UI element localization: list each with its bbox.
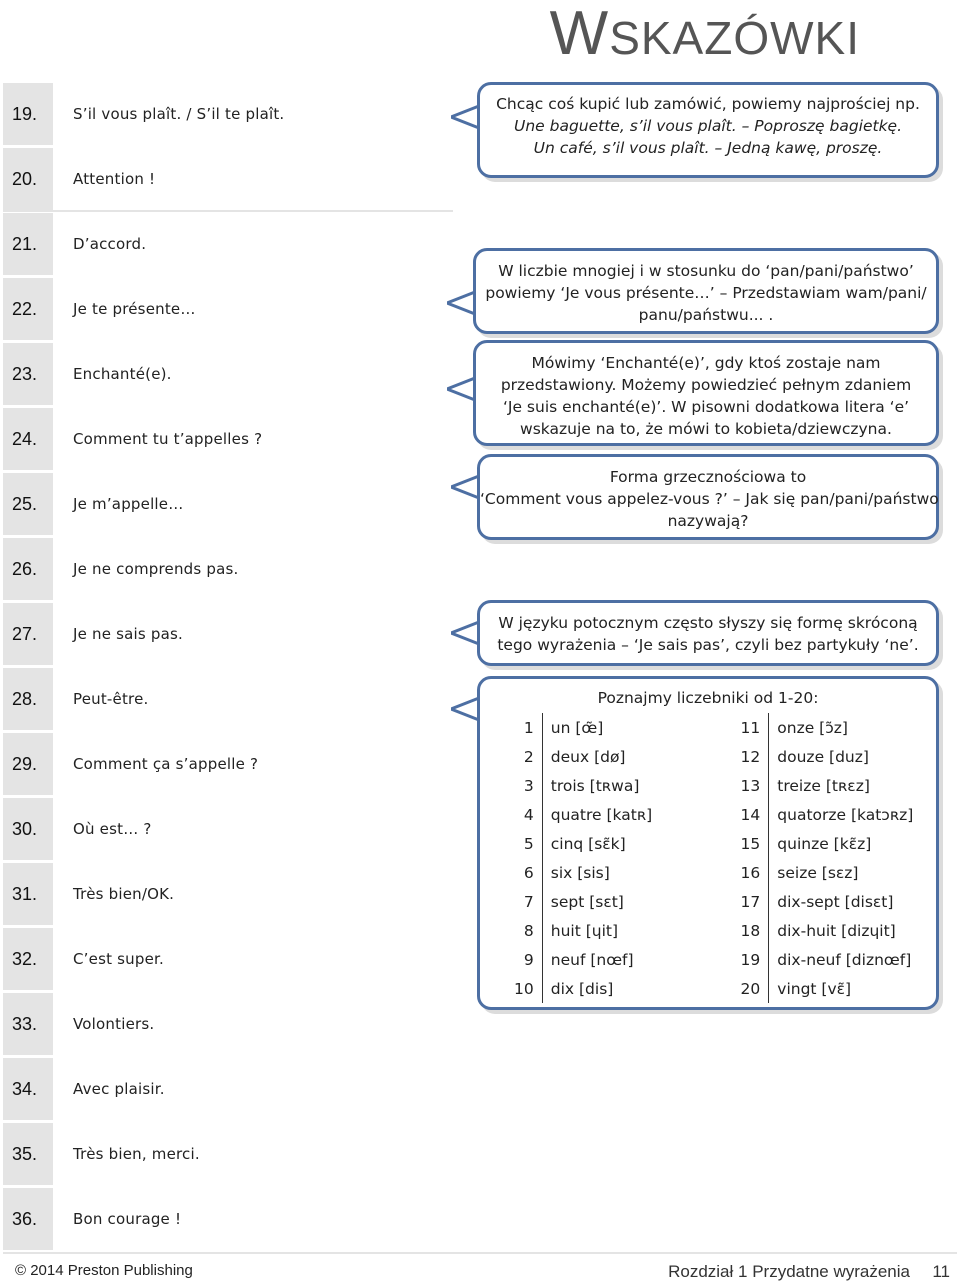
callout-text: Chcąc coś kupić lub zamówić, powiemy najprościej np.: [496, 95, 920, 113]
callout-text: wskazuje na to, że mówi to kobieta/dziewczyna.: [520, 420, 892, 438]
number-word: dix-huit [dizɥit]: [777, 921, 896, 940]
number: 15: [733, 829, 769, 858]
number-word: onze [ɔ̃z]: [777, 718, 848, 737]
table-row: [3, 83, 453, 145]
row-number: 21.: [3, 213, 53, 275]
chapter-title: Rozdział 1 Przydatne wyrażenia: [668, 1262, 910, 1281]
table-row: [3, 603, 453, 665]
number-row: [506, 916, 960, 945]
table-row: [3, 538, 453, 600]
number: 11: [733, 713, 769, 742]
row-number: 23.: [3, 343, 53, 405]
callout-text: panu/państwu... .: [638, 306, 774, 324]
number-row: [506, 800, 960, 829]
number-row: [506, 974, 960, 1003]
row-number: 24.: [3, 408, 53, 470]
number: 16: [733, 858, 769, 887]
callout-text: Forma grzecznościowa to: [609, 468, 807, 486]
phrase-text: Je ne comprends pas.: [73, 560, 239, 578]
callout-text: ‘Comment vous appelez-vous ?’ – Jak się pan/pani/państwo: [480, 490, 939, 508]
number: 13: [733, 771, 769, 800]
phrase-text: Très bien/OK.: [73, 885, 175, 903]
table-row: [3, 213, 453, 275]
table-row: [3, 1058, 453, 1120]
number-word: dix [dis]: [550, 979, 614, 998]
number-word: seize [sɛz]: [777, 863, 859, 882]
phrase-text: Avec plaisir.: [73, 1080, 165, 1098]
callout-text: Un café, s’il vous plaît. – Jedną kawę, proszę.: [533, 139, 883, 157]
row-number: 19.: [3, 83, 53, 145]
phrase-text: Comment ça s’appelle ?: [73, 755, 259, 773]
phrase-text: Je te présente…: [73, 300, 196, 318]
phrase-text: Où est… ?: [73, 820, 152, 838]
number-word: dix-sept [disɛt]: [777, 892, 894, 911]
table-row: [3, 798, 453, 860]
callout-text: nazywają?: [667, 512, 749, 530]
callout-formal-tip: [477, 454, 939, 540]
number: 6: [506, 858, 542, 887]
table-row: [3, 148, 453, 210]
phrase-text: Je ne sais pas.: [73, 625, 183, 643]
table-row: [3, 863, 453, 925]
table-row: [3, 1188, 453, 1250]
row-number: 28.: [3, 668, 53, 730]
number-row: [506, 829, 960, 858]
phrase-text: Très bien, merci.: [73, 1145, 200, 1163]
number-word: six [sis]: [550, 863, 610, 882]
phrase-text: C’est super.: [73, 950, 164, 968]
numbers-table: [506, 713, 960, 1003]
number-word: trois [tʀwa]: [550, 776, 640, 795]
number-word: huit [ɥit]: [550, 921, 619, 940]
callout-colloquial-tip: [477, 600, 939, 666]
page-title: WSKAZÓWKI: [549, 0, 860, 68]
number: 2: [506, 742, 542, 771]
table-row: [3, 733, 453, 795]
row-number: 26.: [3, 538, 53, 600]
row-number: 27.: [3, 603, 53, 665]
row-number: 20.: [3, 148, 53, 210]
number-word: deux [dø]: [550, 747, 626, 766]
row-number: 29.: [3, 733, 53, 795]
phrase-text: Peut-être.: [73, 690, 149, 708]
number-row: [506, 858, 960, 887]
phrase-text: D’accord.: [73, 235, 147, 253]
number-row: [506, 887, 960, 916]
number-word: cinq [sɛ̃k]: [550, 834, 626, 853]
phrase-text: S’il vous plaît. / S’il te plaît.: [73, 105, 285, 123]
phrase-text: Bon courage !: [73, 1210, 182, 1228]
number: 7: [506, 887, 542, 916]
phrase-text: Enchanté(e).: [73, 365, 172, 383]
callout-text: Mówimy ‘Enchanté(e)’, gdy ktoś zostaje nam: [531, 354, 881, 372]
row-number: 34.: [3, 1058, 53, 1120]
row-number: 22.: [3, 278, 53, 340]
number: 20: [733, 974, 769, 1003]
number-row: [506, 945, 960, 974]
table-row: [3, 278, 453, 340]
number: 5: [506, 829, 542, 858]
phrase-text: Volontiers.: [73, 1015, 155, 1033]
footer-rule: [3, 1252, 957, 1254]
row-number: 30.: [3, 798, 53, 860]
number-word: quatre [katʀ]: [550, 805, 653, 824]
callout-text: przedstawiony. Możemy powiedzieć pełnym zdaniem: [500, 376, 912, 394]
number-row: [506, 713, 960, 742]
callout-text: W języku potocznym często słyszy się formę skróconą: [498, 614, 918, 632]
number-word: quatorze [katɔʀz]: [777, 805, 914, 824]
row-number: 31.: [3, 863, 53, 925]
row-number: 36.: [3, 1188, 53, 1250]
phrase-text: Attention !: [73, 170, 156, 188]
table-row: [3, 408, 453, 470]
number: 18: [733, 916, 769, 945]
phrase-text: Comment tu t’appelles ?: [73, 430, 263, 448]
callout-text: ‘Je suis enchanté(e)’. W pisowni dodatkowa litera ‘e’: [502, 398, 910, 416]
number-row: [506, 771, 960, 800]
number: 8: [506, 916, 542, 945]
number-word: vingt [vɛ̃]: [777, 979, 852, 998]
number: 9: [506, 945, 542, 974]
callout-shopping-tip: [477, 82, 939, 178]
number: 17: [733, 887, 769, 916]
number: 10: [506, 974, 542, 1003]
callout-enchante-tip: [473, 340, 939, 446]
number-word: quinze [kɛ̃z]: [777, 834, 872, 853]
number-word: neuf [nœf]: [550, 950, 634, 969]
row-divider: [3, 210, 453, 212]
callout-text: powiemy ‘Je vous présente…’ – Przedstawiam wam/pani/: [485, 284, 927, 302]
number: 14: [733, 800, 769, 829]
number: 4: [506, 800, 542, 829]
callout-text: tego wyrażenia – ‘Je sais pas’, czyli bez partykuły ‘ne’.: [497, 636, 919, 654]
number-word: dix-neuf [diznœf]: [777, 950, 912, 969]
callout-text: W liczbie mnogiej i w stosunku do ‘pan/pani/państwo’: [498, 262, 914, 280]
number: 1: [506, 713, 542, 742]
number: 3: [506, 771, 542, 800]
row-number: 35.: [3, 1123, 53, 1185]
numbers-title: Poznajmy liczebniki od 1-20:: [597, 689, 819, 707]
number: 19: [733, 945, 769, 974]
number-row: [506, 742, 960, 771]
callout-plural-tip: [473, 248, 939, 334]
row-number: 32.: [3, 928, 53, 990]
table-row: [3, 1123, 453, 1185]
table-row: [3, 343, 453, 405]
callout-text: Une baguette, s’il vous plaît. – Poproszę bagietkę.: [513, 117, 903, 135]
number-word: un [œ̃]: [550, 718, 604, 737]
number-word: treize [tʀɛz]: [777, 776, 870, 795]
copyright-text: © 2014 Preston Publishing: [15, 1262, 193, 1279]
number-word: sept [sɛt]: [550, 892, 624, 911]
table-row: [3, 993, 453, 1055]
table-row: [3, 928, 453, 990]
row-number: 25.: [3, 473, 53, 535]
phrase-text: Je m’appelle…: [73, 495, 184, 513]
row-number: 33.: [3, 993, 53, 1055]
page-footer: [0, 1252, 960, 1287]
page-number: 11: [932, 1262, 950, 1281]
table-row: [3, 668, 453, 730]
table-row: [3, 473, 453, 535]
number: 12: [733, 742, 769, 771]
number-word: douze [duz]: [777, 747, 869, 766]
